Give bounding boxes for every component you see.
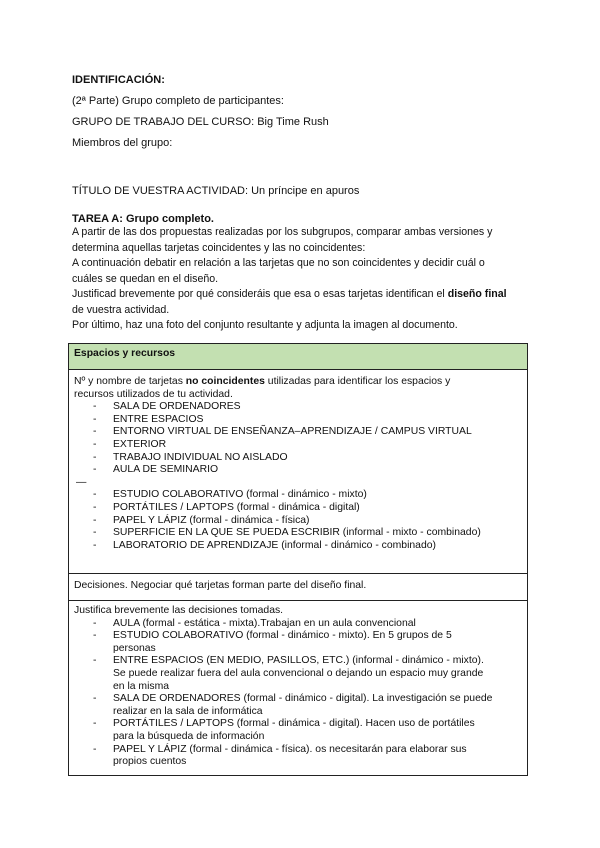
group-line <box>72 115 329 129</box>
justification-list <box>74 618 522 769</box>
group-label: GRUPO DE TRABAJO DEL CURSO: <box>72 116 255 128</box>
list-item: - AULA (formal - estática - mixta).Trabajan en un aula convencional <box>91 618 522 631</box>
resources-list <box>74 489 522 552</box>
instruction-line: A continuación debatir en relación a las tarjetas que no son coincidentes y decidir cuál o <box>72 257 485 269</box>
justification-cell <box>69 601 528 776</box>
non-matching-emphasis: no coincidentes <box>185 376 265 387</box>
list-item: - AULA DE SEMINARIO <box>91 464 522 477</box>
instruction-line <box>72 287 528 303</box>
list-item: - ESTUDIO COLABORATIVO (formal - dinámico - mixto). En 5 grupos de 5 personas <box>91 630 522 655</box>
list-separator: — <box>76 476 87 488</box>
instruction-text: Justificad brevemente por qué consideráis que esa o esas tarjetas identifican el <box>72 288 448 300</box>
list-item: - SALA DE ORDENADORES <box>91 401 522 414</box>
non-matching-intro: Nº y nombre de tarjetas no coincidentes utilizadas para identificar los espacios y <box>74 376 451 387</box>
list-item: - PAPEL Y LÁPIZ (formal - dinámica - física). os necesitarán para elaborar sus propios cuentos <box>91 744 522 769</box>
identification-title: IDENTIFICACIÓN: <box>72 74 165 86</box>
list-item: - ENTRE ESPACIOS <box>91 414 522 427</box>
list-item: - PAPEL Y LÁPIZ (formal - dinámica - física) <box>91 515 522 528</box>
list-item: - EXTERIOR <box>91 439 522 452</box>
activity-title-line <box>72 184 359 198</box>
instruction-line: cuáles se quedan en el diseño. <box>72 272 219 285</box>
spaces-resources-table <box>68 343 528 776</box>
list-item: - ENTORNO VIRTUAL DE ENSEÑANZA–APRENDIZAJE / CAMPUS VIRTUAL <box>91 426 522 439</box>
group-name: Big Time Rush <box>257 116 329 128</box>
list-item: - PORTÁTILES / LAPTOPS (formal - dinámica - digital) <box>91 502 522 515</box>
task-instructions <box>72 225 528 334</box>
members-label: Miembros del grupo: <box>72 137 173 149</box>
spaces-list <box>74 401 522 477</box>
list-item: - LABORATORIO DE APRENDIZAJE (informal - dinámico - combinado) <box>91 540 522 553</box>
final-design-emphasis: diseño final <box>447 288 507 300</box>
instruction-line: de vuestra actividad. <box>72 303 170 316</box>
instruction-line: Por último, haz una foto del conjunto resultante y adjunta la imagen al documento. <box>72 319 458 331</box>
part-label: (2ª Parte) Grupo completo de participantes: <box>72 95 284 107</box>
activity-name: Un príncipe en apuros <box>251 185 360 197</box>
instruction-line: determina aquellas tarjetas coincidentes y las no coincidentes: <box>72 241 366 254</box>
list-item: - ENTRE ESPACIOS (EN MEDIO, PASILLOS, ETC.) (informal - dinámico - mixto). Se puede realizar fuera del aula convencional o dejando un espacio muy grande en la misma <box>91 655 522 693</box>
table-header: Espacios y recursos <box>69 344 528 370</box>
non-matching-cards-cell <box>69 370 528 574</box>
activity-label: TÍTULO DE VUESTRA ACTIVIDAD: <box>72 185 249 197</box>
list-item: - TRABAJO INDIVIDUAL NO AISLADO <box>91 452 522 465</box>
list-item: - ESTUDIO COLABORATIVO (formal - dinámico - mixto) <box>91 489 522 502</box>
task-title: TAREA A: Grupo completo. <box>72 213 214 225</box>
justification-title: Justifica brevemente las decisiones tomadas. <box>74 605 284 616</box>
list-item: - PORTÁTILES / LAPTOPS (formal - dinámica - digital). Hacen uso de portátiles para la búsqueda de información <box>91 718 522 743</box>
decisions-cell: Decisiones. Negociar qué tarjetas forman parte del diseño final. <box>69 574 528 601</box>
instruction-line: A partir de las dos propuestas realizadas por los subgrupos, comparar ambas versiones y <box>72 226 493 238</box>
list-item: - SALA DE ORDENADORES (formal - dinámico - digital). La investigación se puede realizar en la sala de informática <box>91 693 522 718</box>
list-item: - SUPERFICIE EN LA QUE SE PUEDA ESCRIBIR (informal - mixto - combinado) <box>91 527 522 540</box>
non-matching-intro-cont: recursos utilizados de tu actividad. <box>74 388 233 400</box>
